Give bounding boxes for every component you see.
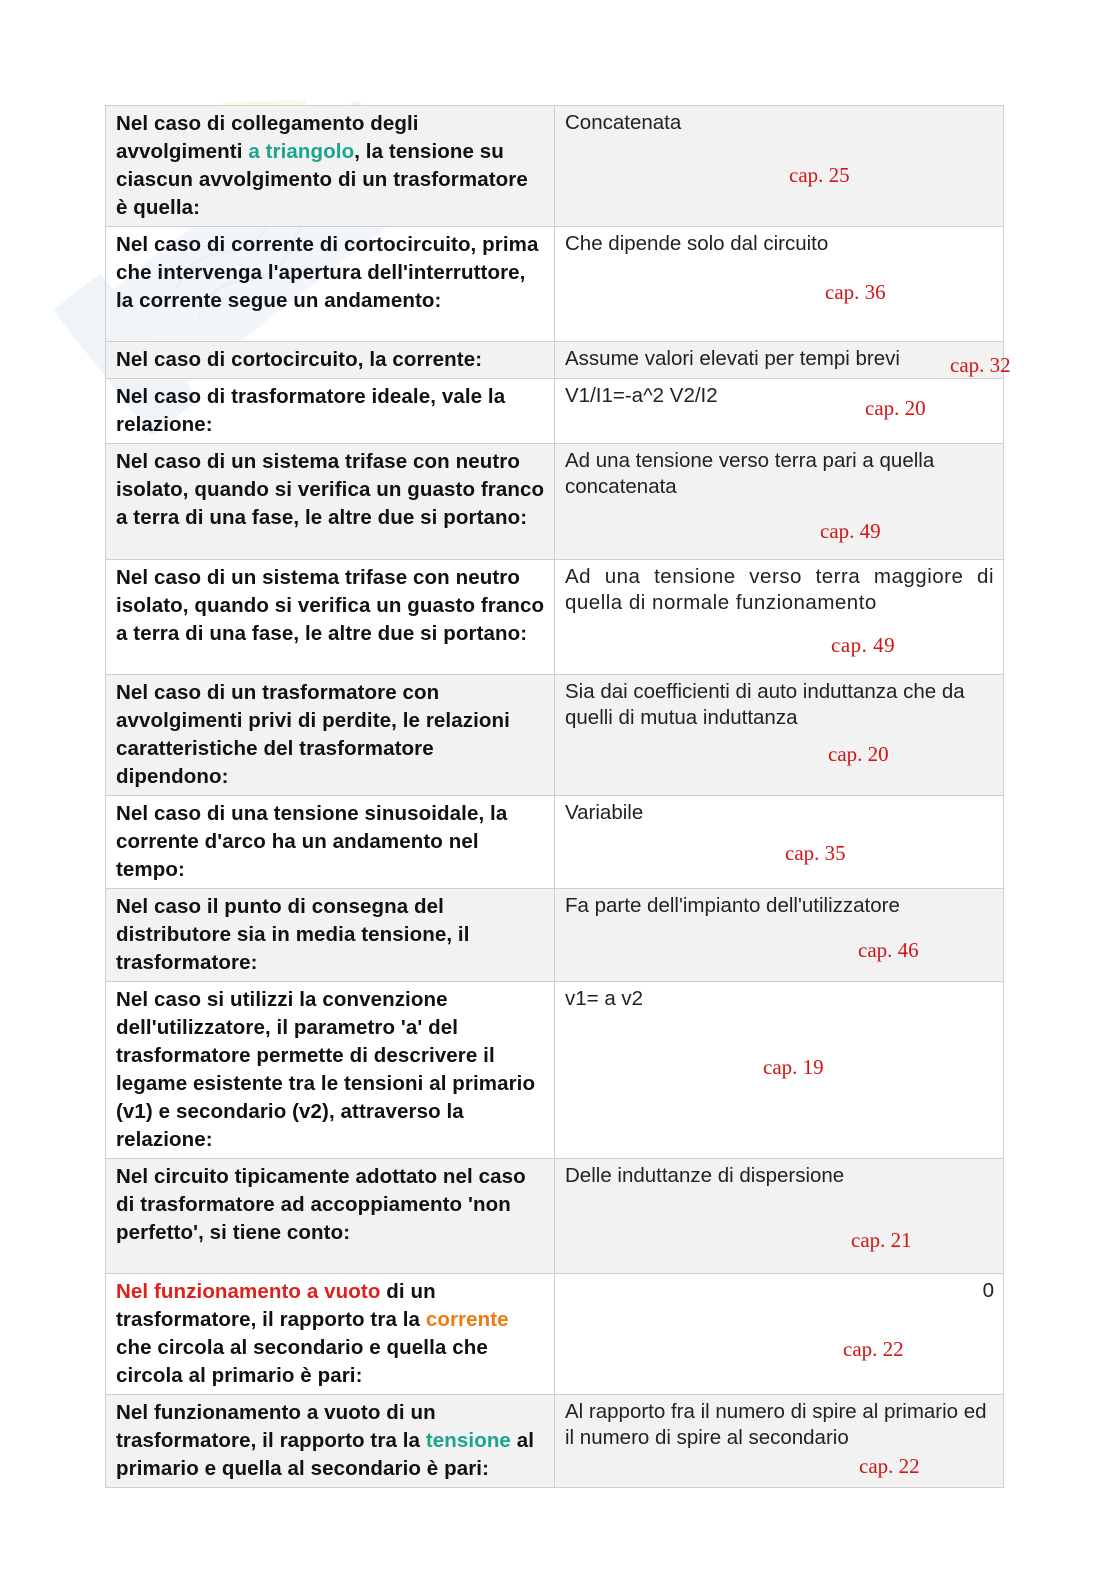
answer-text: Fa parte dell'impianto dell'utilizzatore [565,894,900,917]
question-cell: Nel caso si utilizzi la convenzione dell'utilizzatore, il parametro 'a' del trasformatore permette di descrivere il legame esistente tra le tensioni al primario (v1) e secondario (v2), attraverso la relazione: [106,982,555,1159]
answer-text: Ad una tensione verso terra pari a quella concatenata [565,449,935,498]
question-cell: Nel caso di un sistema trifase con neutro isolato, quando si verifica un guasto franco a terra di una fase, le altre due si portano: [106,560,555,675]
chapter-ref: cap. 20 [865,396,926,420]
chapter-ref: cap. 32 [950,353,1011,377]
question-cell: Nel caso di collegamento degli avvolgimenti a triangolo, la tensione su ciascun avvolgimento di un trasformatore è quella: [106,106,555,227]
chapter-ref: cap. 35 [785,841,846,865]
table-row [106,982,1004,1159]
answer-text: v1= a v2 [565,987,644,1010]
chapter-ref: cap. 20 [828,742,889,766]
answer-cell [555,1159,1004,1274]
question-cell: Nel caso di un trasformatore con avvolgimenti privi di perdite, le relazioni caratteristiche del trasformatore dipendono: [106,675,555,796]
answer-cell [555,675,1004,796]
chapter-ref: cap. 22 [843,1337,904,1361]
chapter-ref: cap. 22 [859,1454,920,1478]
chapter-ref: cap. 19 [763,1055,824,1079]
table-row [106,342,1004,379]
chapter-ref: cap. 21 [851,1228,912,1252]
table-row [106,675,1004,796]
answer-text: Variabile [565,801,644,824]
answer-text: Sia dai coefficienti di auto induttanza che da quelli di mutua induttanza [565,680,965,729]
table-row [106,889,1004,982]
table-row [106,1274,1004,1395]
answer-text: 0 [982,1279,994,1302]
question-cell: Nel caso il punto di consegna del distributore sia in media tensione, il trasformatore: [106,889,555,982]
answer-cell [555,1274,1004,1395]
answer-text: V1/I1=-a^2 V2/I2 [565,384,718,407]
qa-table [105,105,1011,1488]
answer-cell [555,106,1004,227]
answer-cell [555,982,1004,1159]
chapter-ref: cap. 49 [831,633,896,657]
answer-cell [555,444,1004,560]
answer-cell [555,227,1004,342]
question-cell: Nel circuito tipicamente adottato nel caso di trasformatore ad accoppiamento 'non perfetto', si tiene conto: [106,1159,555,1274]
chapter-ref: cap. 25 [789,163,850,187]
question-cell: Nel caso di una tensione sinusoidale, la corrente d'arco ha un andamento nel tempo: [106,796,555,889]
table-row [106,1159,1004,1274]
question-cell: Nel caso di trasformatore ideale, vale la relazione: [106,379,555,444]
answer-cell [555,342,1011,379]
answer-cell [555,796,1004,889]
answer-cell [555,379,1004,444]
chapter-ref: cap. 46 [858,938,919,962]
question-cell: Nel caso di cortocircuito, la corrente: [106,342,555,379]
table-row [106,560,1004,675]
answer-text: Assume valori elevati per tempi brevi [565,347,900,370]
table-row [106,227,1004,342]
chapter-ref: cap. 36 [825,280,886,304]
answer-cell [555,889,1004,982]
answer-text: Delle induttanze di dispersione [565,1164,845,1187]
table-row [106,796,1004,889]
answer-text: Che dipende solo dal circuito [565,232,829,255]
chapter-ref: cap. 49 [820,519,881,543]
table-row [106,444,1004,560]
table-row [106,379,1004,444]
table-row [106,1395,1004,1488]
table-row [106,106,1004,227]
answer-cell [555,560,1004,675]
answer-text: Ad una tensione verso terra maggiore di quella di normale funzionamento [565,565,994,614]
question-cell: Nel caso di corrente di cortocircuito, prima che intervenga l'apertura dell'interruttore, la corrente segue un andamento: [106,227,555,342]
question-cell: Nel funzionamento a vuoto di un trasformatore, il rapporto tra la tensione al primario e quella al secondario è pari: [106,1395,555,1488]
answer-cell [555,1395,1004,1488]
answer-text: Al rapporto fra il numero di spire al primario ed il numero di spire al secondario [565,1400,987,1449]
question-cell: Nel caso di un sistema trifase con neutro isolato, quando si verifica un guasto franco a terra di una fase, le altre due si portano: [106,444,555,560]
answer-text: Concatenata [565,111,682,134]
question-cell: Nel funzionamento a vuoto di un trasformatore, il rapporto tra la corrente che circola al secondario e quella che circola al primario è pari: [106,1274,555,1395]
